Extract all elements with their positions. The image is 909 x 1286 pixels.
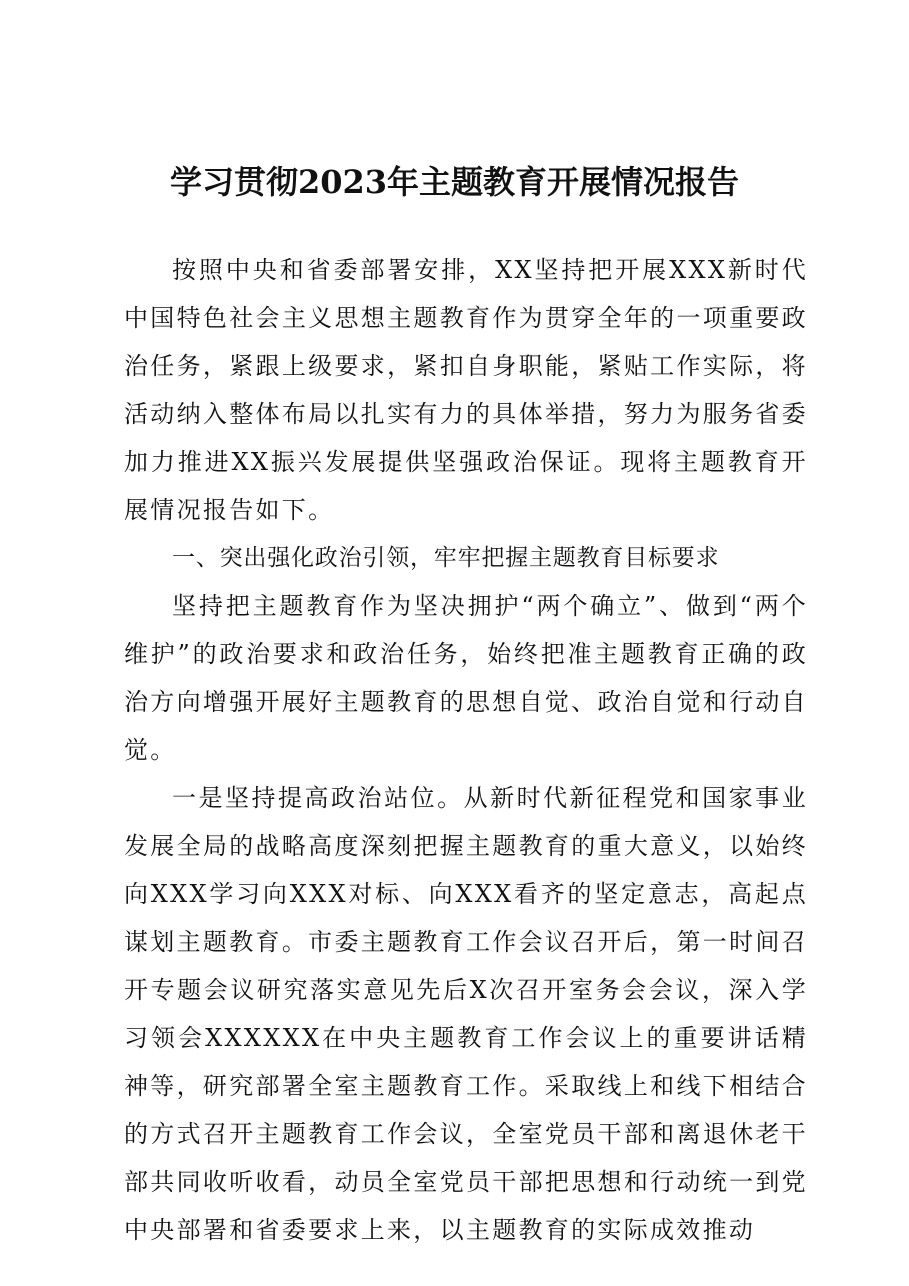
document-title: 学习贯彻2023年主题教育开展情况报告 (169, 163, 740, 201)
intro-paragraph: 按照中央和省委部署安排，XX坚持把开展XXX新时代中国特色社会主义思想主题教育作为贯穿全年的一项重要政治任务，紧跟上级要求，紧扣自身职能，紧贴工作实际，将活动纳入整体布局以扎实有力的具体举措，努力为服务省委加力推进XX振兴发展提供坚强政治保证。现将主题教育开展情况报告如下。 (124, 256, 808, 524)
section-1-summary-paragraph: 坚持把主题教育作为坚决拥护“两个确立”、做到“两个维护”的政治要求和政治任务，始终把准主题教育正确的政治方向增强开展好主题教育的思想自觉、政治自觉和行动自觉。 (124, 592, 808, 764)
section-heading-1: 一、突出强化政治引领，牢牢把握主题教育目标要求 (172, 545, 720, 571)
document-body (124, 246, 808, 1254)
section-1-point-1-paragraph: 一是坚持提高政治站位。从新时代新征程党和国家事业发展全局的战略高度深刻把握主题教育的重大意义，以始终向XXX学习向XXX对标、向XXX看齐的坚定意志，高起点谋划主题教育。市委主题教育工作会议召开后，第一时间召开专题会议研究落实意见先后X次召开室务会会议，深入学习领会XXXXXX在中央主题教育工作会议上的重要讲话精神等，研究部署全室主题教育工作。采取线上和线下相结合的方式召开主题教育工作会议，全室党员干部和离退休老干部共同收听收看，动员全室党员干部把思想和行动统一到党中央部署和省委要求上来，以主题教育的实际成效推动 (124, 784, 808, 1244)
